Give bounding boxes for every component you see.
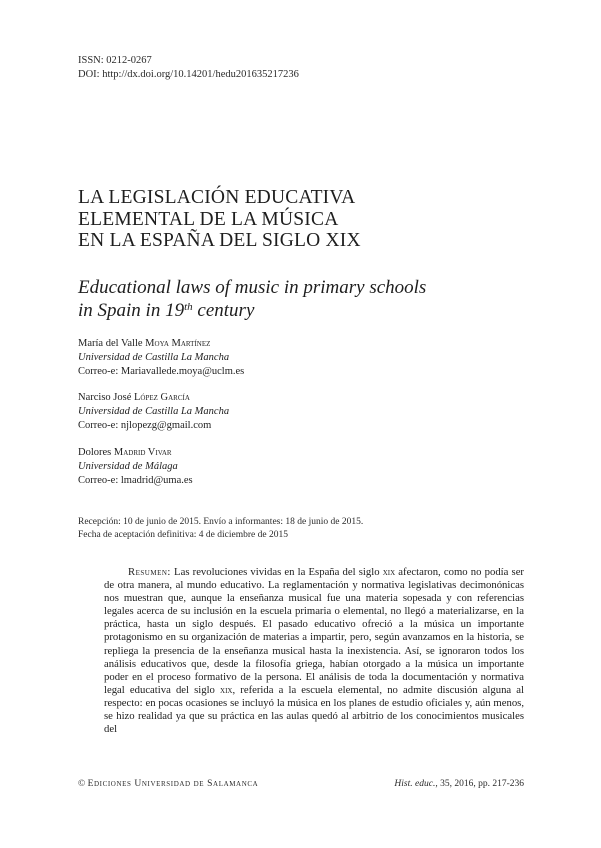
abstract-text: , referida a la escuela elemental, no admite discusión alguna al respecto: en pocas ocasiones se incluyó la música en los planes de estudio oficiales y, aún menos, se hizo realidad ya que su práctica en las aulas quedó al arbitrio de los conocimientos musicales del (104, 683, 524, 736)
title-es-line: LA LEGISLACIÓN EDUCATIVA (78, 187, 356, 208)
author-given-name: María del Valle (78, 338, 146, 349)
author-given-name: Dolores (78, 447, 114, 458)
title-es-line: EN LA ESPAÑA DEL SIGLO XIX (78, 230, 361, 251)
author-block (78, 337, 244, 379)
abstract-label: Resumen: (128, 566, 171, 578)
author-name (78, 446, 193, 460)
author-affiliation: Universidad de Castilla La Mancha (78, 406, 230, 417)
author-email[interactable]: Correo-e: Mariavallede.moya@uclm.es (78, 366, 245, 377)
title-en-text: in Spain in 19 (78, 299, 185, 321)
abstract-text: Las revoluciones vividas en la España del siglo (170, 566, 383, 578)
footer-publisher (78, 779, 258, 789)
author-surname: Moya Martínez (145, 338, 211, 349)
acceptance-date: Fecha de aceptación definitiva: 4 de diciembre de 2015 (78, 530, 288, 540)
abstract-century: xix (382, 566, 396, 578)
article-title-spanish (78, 187, 361, 252)
author-given-name: Narciso José (78, 392, 134, 403)
author-name (78, 337, 244, 351)
title-en-superscript: th (184, 300, 193, 313)
journal-abbrev: Hist. educ. (394, 779, 436, 789)
abstract-text: afectaron, como no podía ser de otra manera, al mundo educativo. La reglamentación y normativa legislativas decimonónicas nos muestran que, aunque la enseñanza musical fue una materia sopesada y con referencias legales acerca de su inclusión en la escuela primaria o elemental, no llegó a materializarse, en la práctica, hasta un siglo después. El pasado educativo ofreció a la música un importante protagonismo en su organización de materias a impartir, pero, según avanzamos en la historia, se repliega la presencia de la enseñanza musical hasta la inexistencia. Así, se ignoraron todos los análisis educativos que, desde la filosofía griega, habían otorgado a la música un importante poder en el proceso formativo de la persona. El análisis de toda la documentación y normativa legal educativa del siglo (104, 566, 524, 696)
author-email[interactable]: Correo-e: njlopezg@gmail.com (78, 420, 212, 431)
footer-citation (388, 779, 524, 789)
author-block (78, 446, 193, 488)
title-es-line: ELEMENTAL DE LA MÚSICA (78, 208, 339, 230)
author-affiliation: Universidad de Castilla La Mancha (78, 352, 230, 363)
reception-date: Recepción: 10 de junio de 2015. Envío a informantes: 18 de junio de 2015. (78, 517, 364, 527)
title-en-line: Educational laws of music in primary schools (78, 277, 427, 298)
author-surname: López García (134, 392, 190, 403)
title-en-text: century (192, 299, 255, 321)
copyright-symbol: © (78, 779, 88, 789)
abstract (104, 566, 524, 736)
abstract-century: xix (220, 683, 233, 696)
title-en-line (78, 300, 426, 323)
issn: ISSN: 0212-0267 (78, 55, 152, 66)
author-affiliation: Universidad de Málaga (78, 461, 178, 472)
author-name (78, 391, 229, 405)
publisher-name: Ediciones Universidad de Salamanca (87, 779, 259, 789)
author-surname: Madrid Vivar (113, 447, 172, 458)
author-block (78, 391, 229, 433)
citation-details: , 35, 2016, pp. 217-236 (435, 779, 524, 789)
submission-dates (78, 516, 363, 542)
doi-link[interactable]: DOI: http://dx.doi.org/10.14201/hedu201635217236 (78, 68, 299, 80)
article-title-english (78, 277, 426, 322)
journal-identifiers (78, 54, 299, 81)
author-email[interactable]: Correo-e: lmadrid@uma.es (78, 475, 193, 486)
